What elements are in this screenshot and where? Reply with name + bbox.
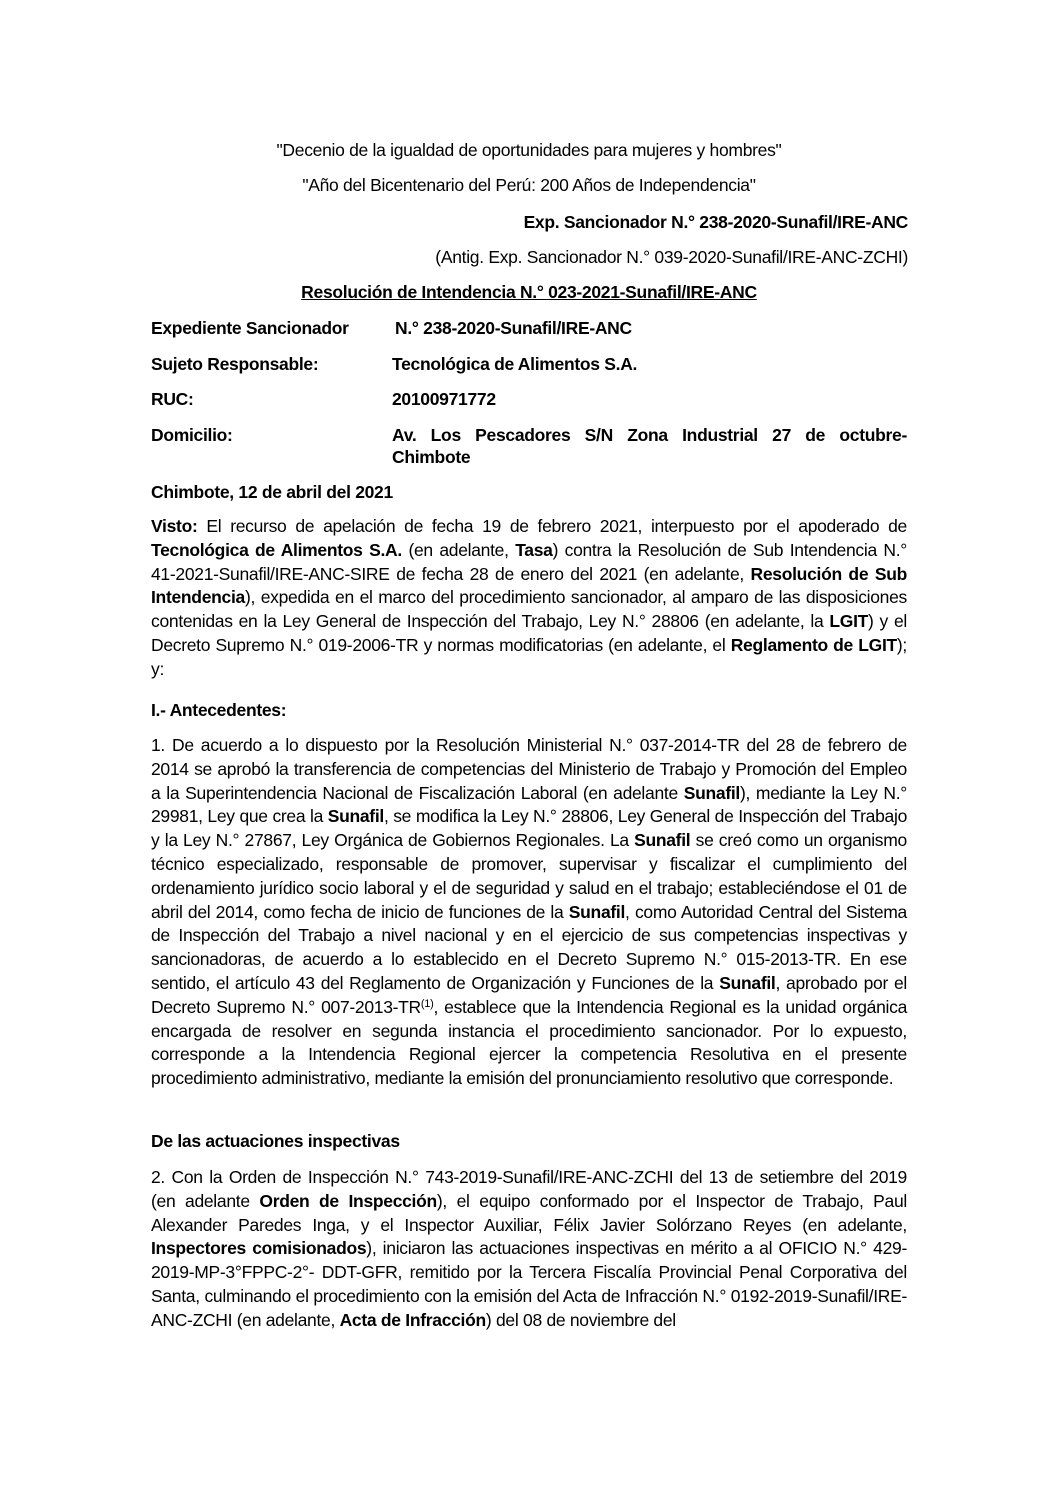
expediente-number: Exp. Sancionador N.° 238-2020-Sunafil/IRE-ANC — [523, 212, 908, 232]
section-actuaciones-title: De las actuaciones inspectivas — [151, 1131, 400, 1151]
actuaciones-paragraph-2: 2. Con la Orden de Inspección N.° 743-2019-Sunafil/IRE-ANC-ZCHI del 13 de setiembre del 2019 (en adelante Orden de Inspección), el equipo conformado por el Inspector de Trabajo, Paul Alexander Paredes Inga, y el Inspector Auxiliar, Félix Javier Solórzano Reyes (en adelante, Inspectores comisionados), iniciaron las actuaciones inspectivas en mérito a al OFICIO N.° 429-2019-MP-3°FPPC-2°- DDT-GFR, remitido por la Tercera Fiscalía Provincial Penal Corporativa del Santa, culminando el procedimiento con la emisión del Acta de Infracción N.° 0192-2019-Sunafil/IRE-ANC-ZCHI (en adelante, Acta de Infracción) del 08 de noviembre del — [151, 1167, 907, 1330]
domicilio-label: Domicilio: — [151, 425, 233, 445]
ruc-value: 20100971772 — [392, 389, 496, 409]
expediente-value: N.° 238-2020-Sunafil/IRE-ANC — [395, 318, 632, 338]
footnote-ref: (1) — [420, 997, 434, 1010]
sujeto-value: Tecnológica de Alimentos S.A. — [392, 354, 638, 374]
sujeto-label: Sujeto Responsable: — [151, 354, 319, 374]
visto-paragraph: Visto: El recurso de apelación de fecha 19 de febrero 2021, interpuesto por el apoderado de Tecnológica de Alimentos S.A. (en adelante, Tasa) contra la Resolución de Sub Intendencia N.° 41-2021-Sunafil/IRE-ANC-SIRE de fecha 28 de enero del 2021 (en adelante, Resolución de Sub Intendencia), expedida en el marco del procedimiento sancionador, al amparo de las disposiciones contenidas en la Ley General de Inspección del Trabajo, Ley N.° 28806 (en adelante, la LGIT) y el Decreto Supremo N.° 019-2006-TR y normas modificatorias (en adelante, el Reglamento de LGIT); y: — [151, 516, 908, 679]
resolution-title: Resolución de Intendencia N.° 023-2021-Sunafil/IRE-ANC — [301, 282, 757, 302]
motto-bicentenario: "Año del Bicentenario del Perú: 200 Años de Independencia" — [302, 175, 756, 195]
document-date: Chimbote, 12 de abril del 2021 — [151, 482, 393, 502]
domicilio-value-line2: Chimbote — [392, 447, 471, 467]
expediente-antiguo: (Antig. Exp. Sancionador N.° 039-2020-Sunafil/IRE-ANC-ZCHI) — [435, 247, 908, 267]
antecedentes-paragraph-1: 1. De acuerdo a lo dispuesto por la Resolución Ministerial N.° 037-2014-TR del 28 de febrero de 2014 se aprobó la transferencia de competencias del Ministerio de Trabajo y Promoción del Empleo a la Superintendencia Nacional de Fiscalización Laboral (en adelante Sunafil), mediante la Ley N.° 29981, Ley que crea la Sunafil, se modifica la Ley N.° 28806, Ley General de Inspección del Trabajo y la Ley N.° 27867, Ley Orgánica de Gobiernos Regionales. La Sunafil se creó como un organismo técnico especializado, responsable de promover, supervisar y fiscalizar el cumplimiento del ordenamiento jurídico socio laboral y el de seguridad y salud en el trabajo; estableciéndose el 01 de abril del 2014, como fecha de inicio de funciones de la Sunafil, como Autoridad Central del Sistema de Inspección del Trabajo a nivel nacional y en el ejercicio de sus competencias inspectivas y sancionadoras, de acuerdo a lo establecido en el Decreto Supremo N.° 015-2013-TR. En ese sentido, el artículo 43 del Reglamento de Organización y Funciones de la Sunafil, aprobado por el Decreto Supremo N.° 007-2013-TR$^{(1)}$, establece que la Intendencia Regional es la unidad orgánica encargada de resolver en segunda instancia el procedimiento sancionador. Por lo expuesto, corresponde a la Intendencia Regional ejercer la competencia Resolutiva en el presente procedimiento administrativo, mediante la emisión del pronunciamiento resolutivo que corresponde. — [151, 735, 908, 1089]
motto-decenio: "Decenio de la igualdad de oportunidades para mujeres y hombres" — [276, 140, 782, 160]
ruc-label: RUC: — [151, 389, 194, 409]
expediente-label: Expediente Sancionador — [151, 318, 349, 338]
section-antecedentes-title: I.- Antecedentes: — [151, 700, 287, 720]
domicilio-value-line1: Av. Los Pescadores S/N Zona Industrial 27 de octubre- — [392, 425, 907, 445]
